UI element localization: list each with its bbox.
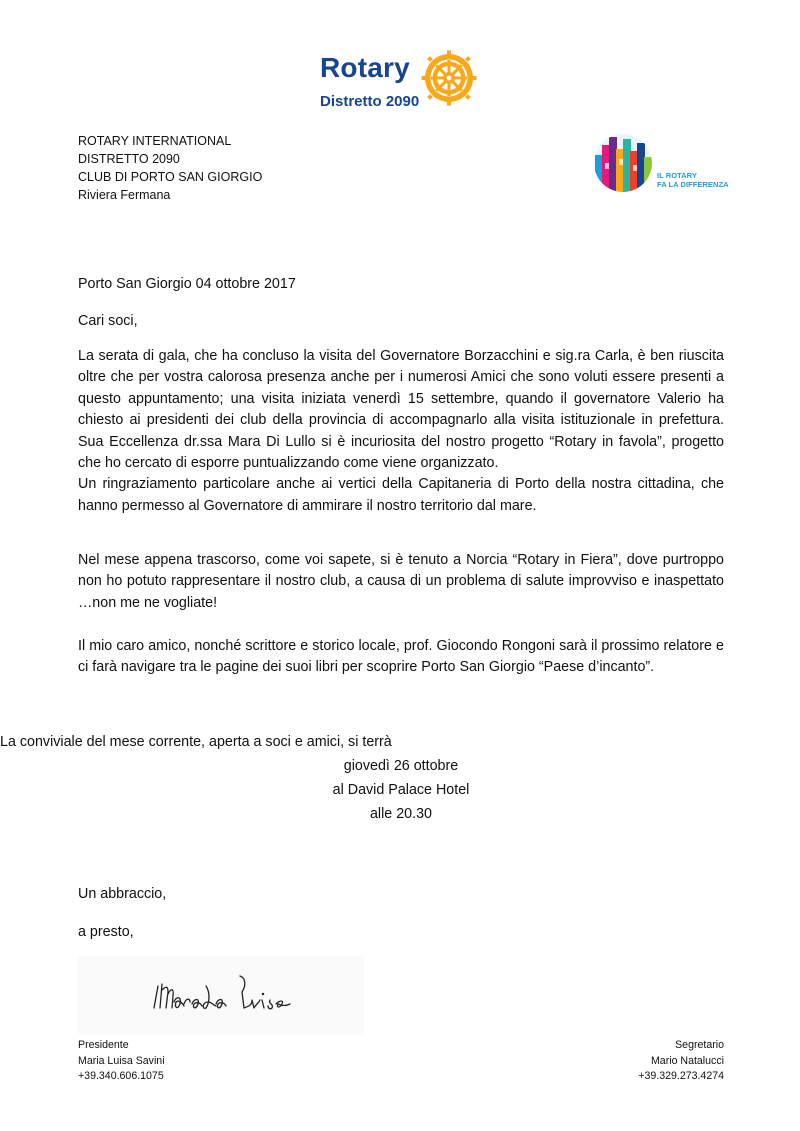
president-role: Presidente <box>78 1039 129 1051</box>
letter-date: Porto San Giorgio 04 ottobre 2017 <box>78 276 296 292</box>
sender-line: Riviera Fermana <box>78 188 171 202</box>
letter-paragraph: Il mio caro amico, nonché scrittore e storico locale, prof. Giocondo Rongoni sarà il prossimo relatore e ci farà navigare tra le pagine dei suoi libri per scoprire Porto San Giorgio “Paese d’incanto”. <box>78 638 724 676</box>
event-date: giovedì 26 ottobre <box>343 758 459 774</box>
logo-wordmark: Rotary <box>320 52 410 83</box>
letter-paragraph: La serata di gala, che ha concluso la visita del Governatore Borzacchini e sig.ra Carla, è ben riuscita oltre che per vostra calorosa presenza anche per i numerosi Amici che sono voluti essere presenti a questo appuntamento; una visita iniziata venerdì 15 settembre, quando il governatore Valerio ha chiesto ai presidenti dei club della provincia di accompagnarlo alla visita istituzionale in prefettura. Sua Eccellenza dr.ssa Mara Di Lullo si è incuriosita del nostro progetto “Rotary in favola”, progetto che ho cercato di esporre puntualizzando come viene organizzato. Un ringraziamento particolare anche ai vertici della Capitaneria di Porto della nostra cittadina, che hanno permesso al Governatore di ammirare il nostro territorio dal mare. <box>78 348 724 514</box>
secretary-role: Segretario <box>675 1039 724 1051</box>
secretary-phone: +39.329.273.4274 <box>638 1070 724 1083</box>
event-details <box>78 754 724 826</box>
closing-line: a presto, <box>78 924 134 940</box>
letter-greeting: Cari soci, <box>78 313 138 329</box>
rotary-logo <box>320 48 485 118</box>
closing-line: Un abbraccio, <box>78 886 167 902</box>
letter-paragraph: La conviviale del mese corrente, aperta a soci e amici, si terrà <box>0 734 392 750</box>
difference-slogan: IL ROTARY FA LA DIFFERENZA <box>657 171 729 189</box>
secretary-signature-block <box>638 1038 724 1085</box>
rotary-wheel-icon <box>421 50 477 106</box>
event-time: alle 20.30 <box>369 806 432 822</box>
rotary-difference-logo <box>593 133 743 193</box>
president-signature-block <box>78 1038 165 1085</box>
sender-line: CLUB DI PORTO SAN GIORGIO <box>78 170 263 184</box>
sender-line: ROTARY INTERNATIONAL <box>78 134 232 148</box>
event-place: al David Palace Hotel <box>332 782 470 798</box>
sender-line: DISTRETTO 2090 <box>78 152 180 166</box>
president-phone: +39.340.606.1075 <box>78 1070 164 1083</box>
president-name: Maria Luisa Savini <box>78 1054 165 1067</box>
sender-address <box>78 132 262 204</box>
secretary-name: Mario Natalucci <box>650 1054 724 1067</box>
logo-district: Distretto 2090 <box>320 93 420 110</box>
letter-paragraph: Nel mese appena trascorso, come voi sapete, si è tenuto a Norcia “Rotary in Fiera”, dove purtroppo non ho potuto rappresentare il nostro club, a causa di un problema di salute improvviso e inaspettato …non me ne vogliate! <box>78 552 724 611</box>
handwritten-signature <box>78 956 364 1034</box>
colorful-buildings-icon <box>593 133 657 193</box>
